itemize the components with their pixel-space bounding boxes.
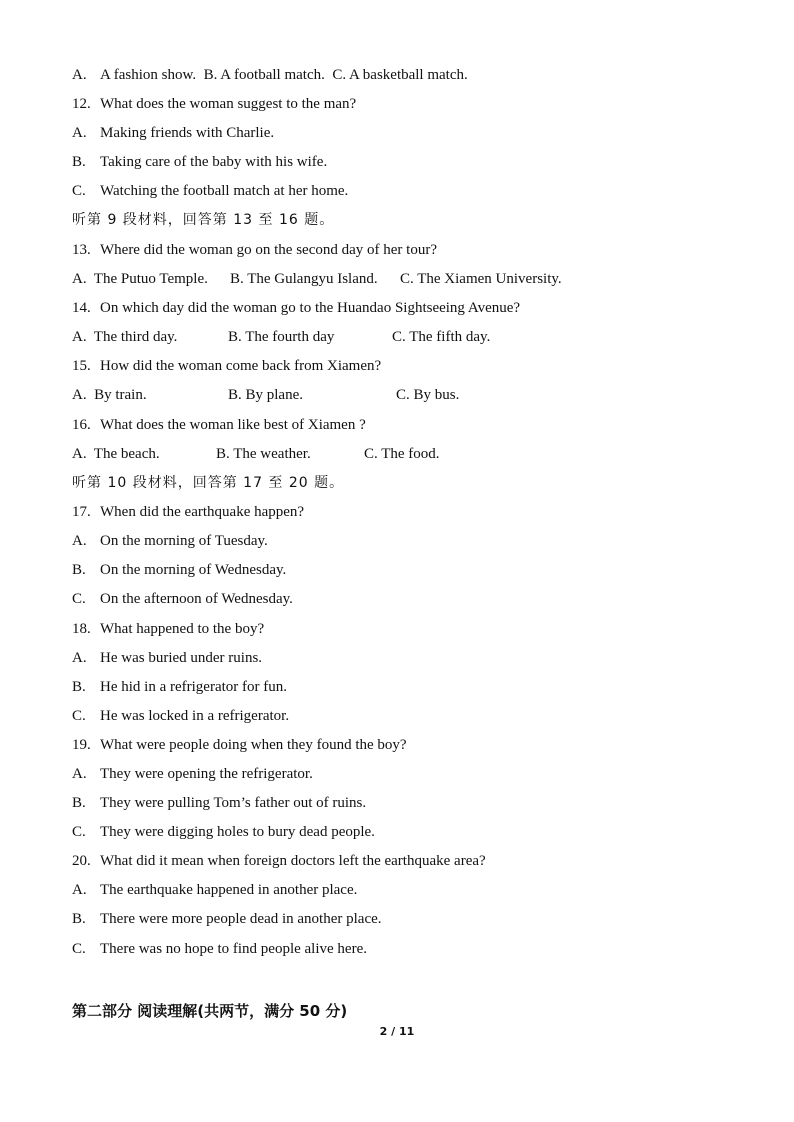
q20-stem [72,852,486,870]
q15-option-c: C. By bus. [396,387,460,403]
q17-option-c [72,590,293,608]
option-tag: A. [72,125,87,141]
option-text: He was locked in a refrigerator. [100,708,290,724]
q14-number: 14. [72,300,91,316]
option-tag: A. [72,533,87,549]
q11-option-c: C. A basketball match. [332,67,468,83]
q14-option-c: C. The fifth day. [392,329,491,345]
q17-stem [72,503,304,521]
q15-options [72,386,459,404]
q18-stem [72,620,264,638]
option-tag: A. [72,650,87,666]
q13-text: Where did the woman go on the second day of her tour? [100,242,437,258]
q19-number: 19. [72,737,91,753]
q11-option-b: B. A football match. [203,67,325,83]
q13-stem [72,241,437,259]
option-text: He hid in a refrigerator for fun. [100,679,288,695]
q14-text: On which day did the woman go to the Huandao Sightseeing Avenue? [100,300,521,316]
q16-option-b: B. The weather. [216,446,311,462]
q16-option-c: C. The food. [364,446,440,462]
q17-text: When did the earthquake happen? [100,504,305,520]
q12-option-a [72,124,274,142]
q19-text: What were people doing when they found the boy? [100,737,407,753]
option-text: They were opening the refrigerator. [100,766,313,782]
q12-number: 12. [72,96,91,112]
q16-option-a: A. The beach. [72,446,160,462]
section-10-instruction: 听第 10 段材料，回答第 17 至 20 题。 [72,475,345,491]
q17-option-b [72,561,286,579]
option-text: There was no hope to find people alive here. [100,941,367,957]
q20-option-c [72,940,367,958]
q18-option-b [72,678,287,696]
option-tag: A. [72,882,87,898]
q15-text: How did the woman come back from Xiamen? [100,358,382,374]
q14-option-b: B. The fourth day [228,329,335,345]
q12-stem [72,95,356,113]
option-tag: C. [72,708,86,724]
q16-number: 16. [72,417,91,433]
q15-number: 15. [72,358,91,374]
q16-stem [72,416,366,434]
option-text: Watching the football match at her home. [100,183,349,199]
option-tag: B. [72,795,86,811]
q13-option-b: B. The Gulangyu Island. [230,271,378,287]
q16-text: What does the woman like best of Xiamen ? [100,417,366,433]
option-text: The earthquake happened in another place. [100,882,358,898]
option-tag: C. [72,591,86,607]
q20-option-a [72,881,357,899]
q11-options [72,66,468,84]
option-text: He was buried under ruins. [100,650,263,666]
option-tag: B. [72,911,86,927]
q13-number: 13. [72,242,91,258]
option-text: There were more people dead in another place. [100,911,382,927]
q20-text: What did it mean when foreign doctors left the earthquake area? [100,853,486,869]
q13-option-c: C. The Xiamen University. [400,271,562,287]
q19-option-b [72,794,366,812]
section-9-instruction: 听第 9 段材料，回答第 13 至 16 题。 [72,212,335,228]
q12-option-c [72,182,348,200]
option-text: On the morning of Wednesday. [100,562,287,578]
option-text: Taking care of the baby with his wife. [100,154,328,170]
option-text: Making friends with Charlie. [100,125,275,141]
q19-option-c [72,823,375,841]
q18-option-c [72,707,289,725]
part-2-heading: 第二部分 阅读理解(共两节，满分 50 分) [72,1002,348,1020]
q17-number: 17. [72,504,91,520]
q14-options [72,328,490,346]
option-tag: B. [72,154,86,170]
q17-option-a [72,532,268,550]
q19-option-a [72,765,313,783]
q14-option-a: A. The third day. [72,329,178,345]
option-tag: C. [72,824,86,840]
q18-text: What happened to the boy? [100,621,265,637]
q20-option-b [72,910,382,928]
option-text: On the afternoon of Wednesday. [100,591,293,607]
q11-option-a-tag: A. [72,67,87,83]
q13-options [72,270,562,288]
q14-stem [72,299,520,317]
q15-stem [72,357,381,375]
q18-number: 18. [72,621,91,637]
q12-text: What does the woman suggest to the man? [100,96,357,112]
q11-option-a: A fashion show. [100,67,197,83]
option-tag: C. [72,183,86,199]
q12-option-b [72,153,327,171]
q19-stem [72,736,407,754]
page-number: 2 / 11 [379,1025,415,1038]
q16-options [72,445,440,463]
option-text: They were digging holes to bury dead people. [100,824,375,840]
option-tag: C. [72,941,86,957]
q13-option-a: A. The Putuo Temple. [72,271,208,287]
option-tag: B. [72,679,86,695]
option-tag: B. [72,562,86,578]
option-tag: A. [72,766,87,782]
q18-option-a [72,649,262,667]
q15-option-a: A. By train. [72,387,147,403]
q15-option-b: B. By plane. [228,387,303,403]
option-text: On the morning of Tuesday. [100,533,268,549]
option-text: They were pulling Tom’s father out of ruins. [100,795,367,811]
q20-number: 20. [72,853,91,869]
